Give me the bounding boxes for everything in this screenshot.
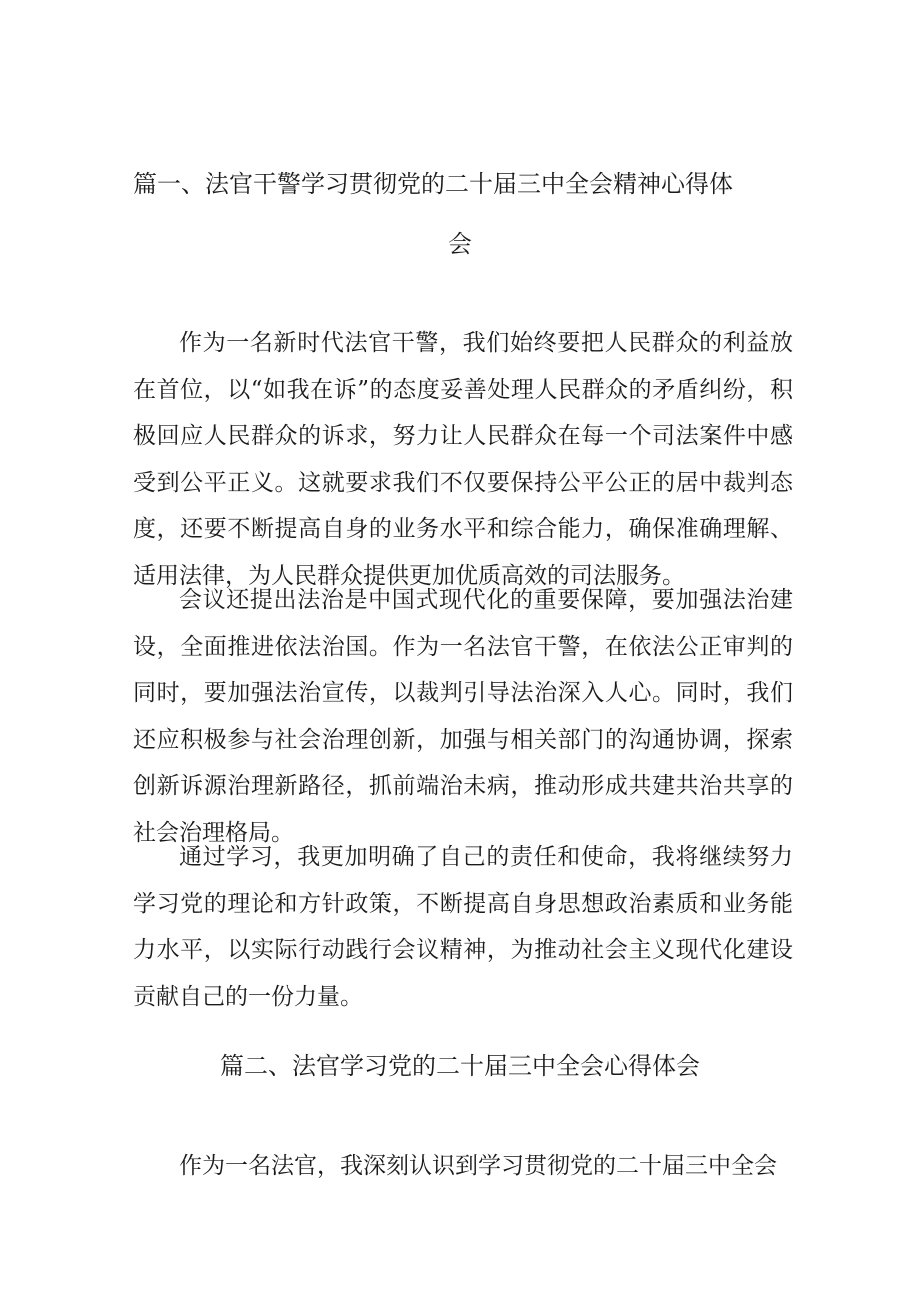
section1-title-line2: 会	[448, 230, 472, 258]
section1-paragraph-2: 会议还提出法治是中国式现代化的重要保障，要加强法治建设，全面推进依法治国。作为一名法官干警，在依法公正审判的同时，要加强法治宣传，以裁判引导法治深入人心。同时，我们还应积极参与社会治理创新，加强与相关部门的沟通协调，探索创新诉源治理新路径，抓前端治未病，推动形成共建共治共享的社会治理格局。	[133, 587, 793, 846]
section1-paragraph-3: 通过学习，我更加明确了自己的责任和使命，我将继续努力学习党的理论和方针政策，不断提高自身思想政治素质和业务能力水平，以实际行动践行会议精神，为推动社会主义现代化建设贡献自己的一份力量。	[133, 844, 793, 1010]
section1-title-line1: 篇一、法官干警学习贯彻党的二十届三中全会精神心得体	[133, 170, 733, 198]
section2-title: 篇二、法官学习党的二十届三中全会心得体会	[220, 1052, 700, 1080]
section2-paragraph-1: 作为一名法官，我深刻认识到学习贯彻党的二十届三中全会	[179, 1153, 777, 1179]
section1-paragraph-1: 作为一名新时代法官干警，我们始终要把人民群众的利益放在首位，以“如我在诉”的态度妥善处理人民群众的矛盾纠纷，积极回应人民群众的诉求，努力让人民群众在每一个司法案件中感受到公平正义。这就要求我们不仅要保持公平公正的居中裁判态度，还要不断提高自身的业务水平和综合能力，确保准确理解、适用法律，为人民群众提供更加优质高效的司法服务。	[133, 330, 793, 589]
